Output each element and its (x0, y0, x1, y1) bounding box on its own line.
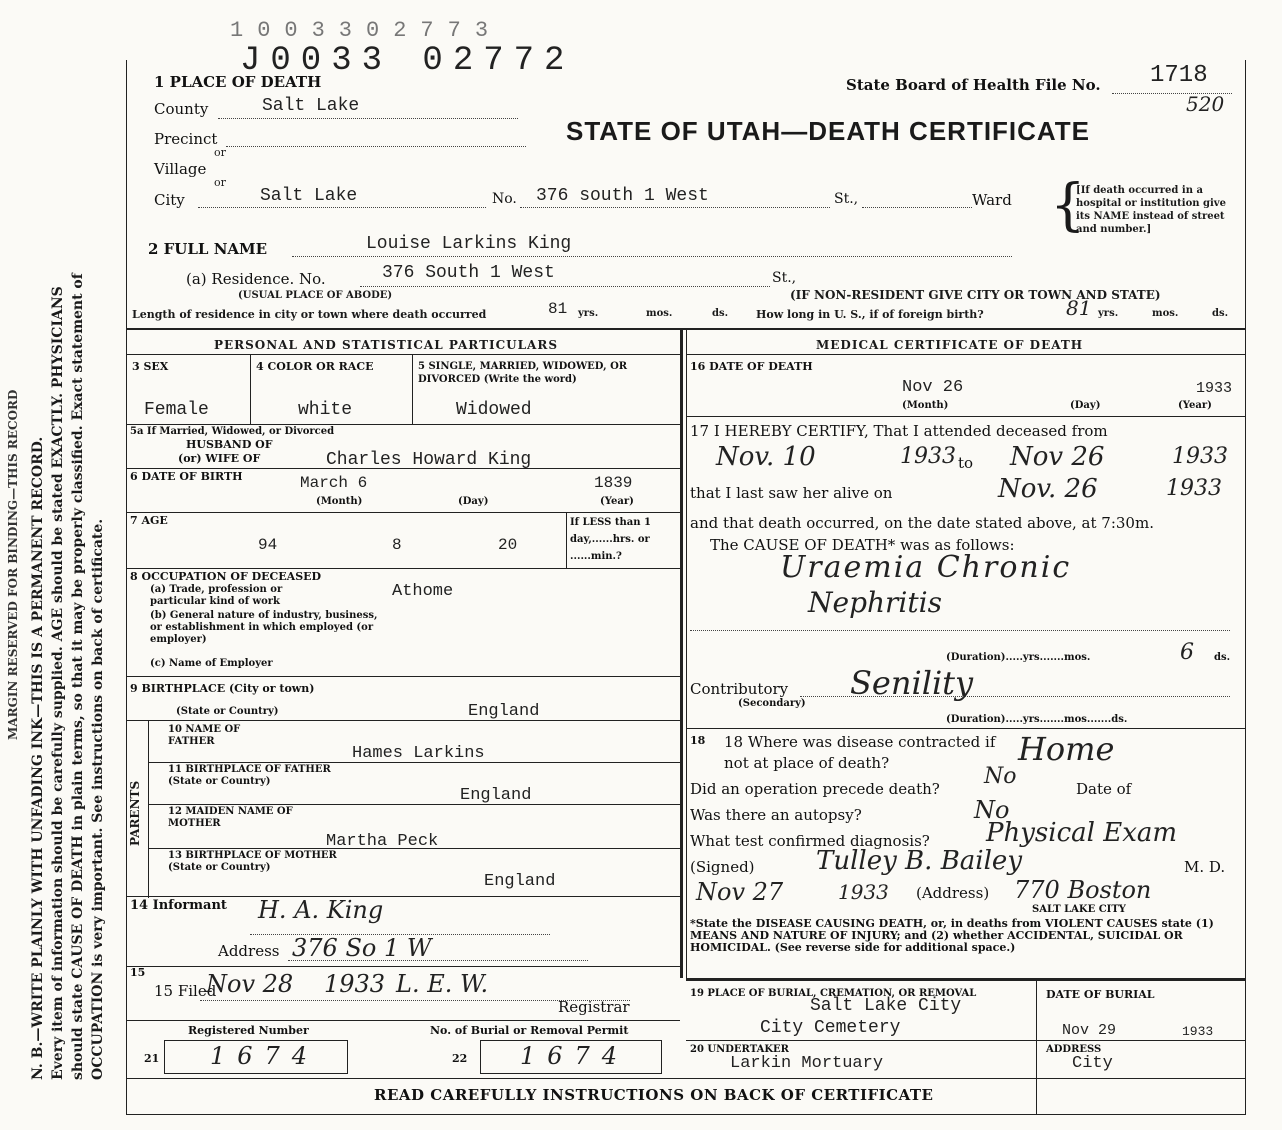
father-birthplace-value: England (460, 786, 532, 805)
attended-to-year: 1933 (1172, 444, 1228, 469)
spouse-label-2: HUSBAND OF (186, 438, 273, 451)
age-years: 94 (258, 536, 278, 554)
n18: 18 (690, 734, 706, 747)
filed-number: 15 (130, 966, 146, 979)
footer-instructions: READ CAREFULLY INSTRUCTIONS ON BACK OF CERTIFICATE (374, 1086, 934, 1104)
secondary-label: (Secondary) (738, 698, 806, 709)
physician-signature: Tulley B. Bailey (816, 846, 1023, 876)
sex-value: Female (144, 400, 209, 420)
operation-value: No (984, 764, 1017, 789)
file-number: 1718 (1150, 62, 1208, 89)
dob-day-cap: (Day) (458, 496, 489, 507)
occupation-a: (a) Trade, profession or particular kind of work (150, 584, 283, 607)
burial-date-label: DATE OF BURIAL (1046, 988, 1155, 1001)
certify-text: 17 I HEREBY CERTIFY, That I attended deceased from (690, 422, 1108, 440)
yrs-label: yrs. (578, 308, 599, 319)
father-label: 10 NAME OF FATHER (168, 724, 241, 747)
md-label: M. D. (1184, 858, 1226, 876)
mother-birthplace-label: 13 BIRTHPLACE OF MOTHER (State or Country) (168, 850, 337, 873)
color-label: 4 COLOR OR RACE (256, 360, 374, 373)
sign-address: 770 Boston (1014, 876, 1152, 904)
attended-from-year: 1933 (900, 444, 956, 469)
contributory-cause: Senility (850, 664, 974, 702)
margin-note-3: should state CAUSE OF DEATH in plain terms, so that it may be properly classified. Exact statement of (70, 273, 86, 1080)
reg-number-label: Registered Number (188, 1024, 309, 1037)
dob-month-cap: (Month) (316, 496, 363, 507)
county-value: Salt Lake (262, 96, 360, 116)
medical-heading: MEDICAL CERTIFICATE OF DEATH (816, 338, 1084, 352)
marital-value: Widowed (456, 400, 532, 420)
age-days: 20 (498, 536, 518, 554)
dob-month-day: March 6 (300, 474, 368, 492)
street-no-label: No. (492, 191, 517, 207)
residence-st-label: St., (772, 270, 797, 286)
last-saw-text: that I last saw her alive on (690, 484, 893, 502)
cause-secondary-line: Nephritis (808, 586, 942, 619)
registrar-label: Registrar (558, 998, 630, 1016)
undertaker-label: 20 UNDERTAKER (690, 1044, 789, 1055)
age-less-label: If LESS than 1 day,......hrs. or ......min.? (570, 517, 651, 562)
full-name-label: 2 FULL NAME (148, 240, 268, 258)
burial-address-label: ADDRESS (1046, 1044, 1102, 1055)
serial-top: 1003302773 (230, 18, 503, 43)
autopsy-label: Was there an autopsy? (690, 806, 862, 824)
mother-birthplace-value: England (484, 872, 556, 891)
age-label: 7 AGE (130, 514, 168, 527)
to-label: to (958, 454, 974, 472)
filed-label: 15 Filed (154, 982, 217, 1000)
burial-year: 1933 (1182, 1024, 1214, 1039)
street-address: 376 south 1 West (536, 186, 709, 206)
dob-year-cap: (Year) (600, 496, 634, 507)
last-saw-date: Nov. 26 (998, 474, 1098, 504)
spouse-value: Charles Howard King (326, 450, 532, 470)
residence-value: 376 South 1 West (382, 263, 555, 283)
burial-permit-label: No. of Burial or Removal Permit (430, 1024, 629, 1037)
duration2-label: (Duration).....yrs.......mos.......ds. (946, 714, 1128, 725)
contracted-label: 18 Where was disease contracted if not at place of death? (724, 733, 996, 772)
informant-address-label: Address (218, 942, 280, 960)
father-value: Hames Larkins (352, 744, 485, 763)
cause-primary: Uraemia Chronic (780, 550, 1072, 585)
margin-reserved: MARGIN RESERVED FOR BINDING—THIS RECORD (6, 389, 20, 740)
st-label: St., (834, 191, 859, 207)
autopsy-value: No (974, 796, 1010, 824)
undertaker-value: Larkin Mortuary (730, 1054, 884, 1073)
residence-label: (a) Residence. No. (186, 270, 326, 288)
city-label: City (154, 191, 185, 209)
sign-city: SALT LAKE CITY (1032, 904, 1126, 915)
dob-year: 1839 (594, 474, 633, 492)
marital-label: 5 SINGLE, MARRIED, WIDOWED, OR DIVORCED (Write the word) (418, 361, 628, 385)
personal-heading: PERSONAL AND STATISTICAL PARTICULARS (214, 338, 559, 352)
us-ds-label: ds. (1212, 308, 1229, 319)
dod-day-cap: (Day) (1070, 400, 1101, 411)
precinct-label: Precinct (154, 130, 218, 148)
certificate-title: STATE OF UTAH—DEATH CERTIFICATE (566, 116, 1090, 146)
filed-date: Nov 28 (206, 970, 294, 998)
margin-note-1: N. B.—WRITE PLAINLY WITH UNFADING INK—THIS IS A PERMANENT RECORD. (30, 436, 46, 1080)
serial-main: J0033 02772 (240, 42, 575, 80)
signed-date: Nov 27 (696, 878, 784, 906)
dob-label: 6 DATE OF BIRTH (130, 470, 243, 483)
father-birthplace-label: 11 BIRTHPLACE OF FATHER (State or Country) (168, 764, 331, 787)
n22: 22 (452, 1052, 468, 1065)
occupation-value: Athome (392, 582, 454, 601)
occupation-c: (c) Name of Employer (150, 658, 273, 669)
duration-months: 6 (1180, 640, 1194, 665)
place-of-death-label: 1 PLACE OF DEATH (154, 73, 322, 91)
margin-note-4: OCCUPATION is very important. See instructions on back of certificate. (90, 518, 106, 1080)
signed-label: (Signed) (690, 858, 755, 876)
county-label: County (154, 100, 209, 118)
birthplace-value: England (468, 702, 540, 721)
sex-label: 3 SEX (132, 360, 169, 373)
informant-address: 376 So 1 W (292, 934, 432, 962)
date-of-death-label: 16 DATE OF DEATH (690, 360, 813, 373)
or-2: or (214, 176, 226, 189)
brace: { (1050, 173, 1086, 238)
death-occurred-text: and that death occurred, on the date stated above, at 7:30m. (690, 514, 1154, 532)
date-of-death-year: 1933 (1196, 380, 1233, 397)
us-years: 81 (1066, 296, 1092, 320)
village-label: Village (154, 160, 207, 178)
last-saw-year: 1933 (1166, 476, 1222, 501)
informant-label: 14 Informant (130, 898, 227, 913)
full-name-value: Louise Larkins King (366, 234, 572, 254)
dod-year-cap: (Year) (1178, 400, 1212, 411)
us-label: How long in U. S., if of foreign birth? (756, 308, 984, 321)
informant-signature: H. A. King (258, 896, 384, 924)
sign-address-label: (Address) (916, 884, 990, 902)
reg-number: 1674 (210, 1042, 320, 1070)
file-number-note: 520 (1186, 92, 1225, 116)
burial-place-label: 19 PLACE OF BURIAL, CREMATION, OR REMOVAL (690, 988, 977, 999)
ds-label: ds. (712, 308, 729, 319)
filed-year: 1933 (324, 970, 386, 998)
parents-label: PARENTS (128, 780, 142, 846)
length-label: Length of residence in city or town where death occurred (132, 308, 487, 321)
date-of-death: Nov 26 (902, 378, 964, 397)
mother-label: 12 MAIDEN NAME OF MOTHER (168, 806, 293, 829)
burial-permit: 1674 (520, 1042, 630, 1070)
burial-address: City (1072, 1054, 1113, 1073)
duration-ds: ds. (1214, 652, 1231, 663)
burial-date: Nov 29 (1062, 1022, 1117, 1039)
age-months: 8 (392, 536, 402, 554)
burial-place-2: City Cemetery (760, 1018, 901, 1038)
birthplace-label: 9 BIRTHPLACE (City or town) (130, 682, 315, 695)
city-value: Salt Lake (260, 186, 358, 206)
signed-year: 1933 (838, 880, 889, 904)
contracted-value: Home (1018, 730, 1115, 768)
occupation-b: (b) General nature of industry, business, or establishment in which employed (or employer) (150, 610, 378, 645)
attended-from: Nov. 10 (716, 442, 816, 472)
birthplace-state-label: (State or Country) (176, 706, 279, 717)
ward-label: Ward (972, 191, 1012, 209)
mos-label: mos. (646, 308, 673, 319)
dod-month-cap: (Month) (902, 400, 949, 411)
burial-place-1: Salt Lake City (810, 996, 962, 1016)
operation-label: Did an operation precede death? (690, 780, 940, 798)
mother-value: Martha Peck (326, 832, 439, 851)
color-value: white (298, 400, 353, 420)
n21: 21 (144, 1052, 160, 1065)
duration-label: (Duration).....yrs.......mos. (946, 652, 1091, 663)
test-value: Physical Exam (986, 818, 1178, 848)
or-1: or (214, 146, 226, 159)
spouse-label-1: 5a If Married, Widowed, or Divorced (130, 426, 335, 437)
cause-label: The CAUSE OF DEATH* was as follows: (710, 536, 1015, 554)
file-label: State Board of Health File No. (846, 76, 1101, 94)
nonres-label: (IF NON-RESIDENT GIVE CITY OR TOWN AND STATE) (790, 288, 1161, 302)
margin-note-2: Every item of information should be carefully supplied. AGE should be stated EXACTLY. PHYSICIANS (50, 286, 66, 1080)
abode-label: (USUAL PLACE OF ABODE) (238, 290, 393, 301)
contributory-label: Contributory (690, 680, 789, 698)
attended-to: Nov 26 (1010, 442, 1105, 472)
spouse-label-3: (or) WIFE OF (178, 452, 261, 465)
hospital-note: [If death occurred in a hospital or institution give its NAME instead of street and number.] (1076, 185, 1226, 235)
footnote: *State the DISEASE CAUSING DEATH, or, in deaths from VIOLENT CAUSES state (1) MEANS AND NATURE OF INJURY; and (2) whether ACCIDENTAL, SUICIDAL OR HOMICIDAL. (See reverse side for additional space.) (690, 917, 1214, 954)
date-of-label: Date of (1076, 780, 1132, 798)
registrar-signature: L. E. W. (396, 970, 489, 998)
us-yrs-label: yrs. (1098, 308, 1119, 319)
length-years: 81 (548, 300, 568, 318)
us-mos-label: mos. (1152, 308, 1179, 319)
test-label: What test confirmed diagnosis? (690, 832, 930, 850)
occupation-label: 8 OCCUPATION OF DECEASED (130, 570, 322, 583)
